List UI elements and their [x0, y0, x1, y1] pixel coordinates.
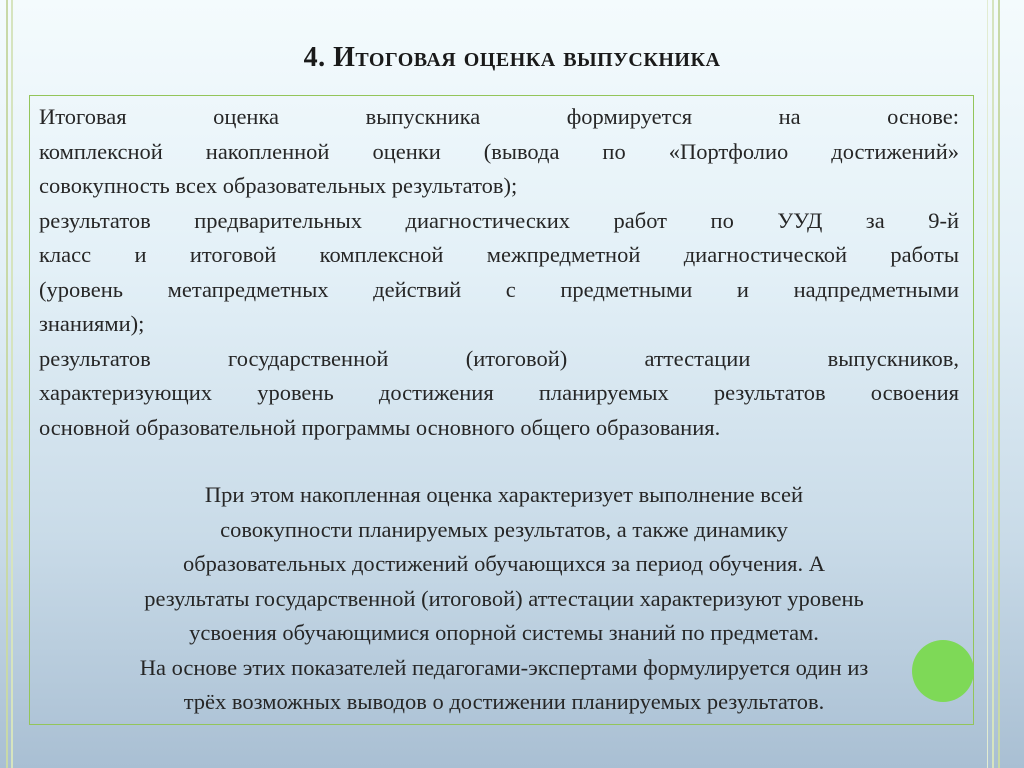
list-item-continued: основной образовательной программы основного общего образования. — [39, 414, 721, 440]
right-decor-stripe — [992, 0, 994, 768]
summary-line: образовательных достижений обучающихся за период обучения. А — [182, 551, 826, 576]
summary-line: На основе этих показателей педагогами-экспертами формулируется один из — [139, 654, 869, 680]
list-item-continued: класс и итоговой комплексной межпредметной диагностической работы — [39, 242, 959, 267]
summary-line: результаты государственной (итоговой) аттестации характеризуют уровень — [144, 585, 864, 611]
list-item: результатов государственной (итоговой) аттестации выпускников, — [39, 345, 959, 371]
left-decor-stripe — [6, 0, 8, 768]
summary-line: усвоения обучающимися опорной системы знаний по предметам. — [189, 620, 819, 645]
decorative-green-circle — [912, 640, 974, 702]
list-item: совокупность всех образовательных результатов); — [39, 173, 518, 198]
slide-title: 4. Итоговая оценка выпускника — [303, 42, 721, 73]
summary-paragraph — [39, 478, 969, 720]
summary-line: При этом накопленная оценка характеризует выполнение всей — [204, 482, 804, 507]
list-item-continued: (уровень метапредметных действий с предметными и надпредметными — [39, 276, 959, 302]
intro-paragraph — [39, 100, 959, 445]
summary-line: трёх возможных выводов о достижении планируемых результатов. — [183, 689, 825, 714]
list-item: комплексной накопленной оценки (вывода по «Портфолио достижений» — [39, 138, 959, 164]
left-decor-stripe — [11, 0, 13, 768]
list-item-continued: знаниями); — [39, 311, 145, 336]
right-decor-stripe — [987, 0, 988, 768]
summary-line: совокупности планируемых результатов, а также динамику — [220, 516, 788, 542]
list-item-continued: характеризующих уровень достижения планируемых результатов освоения — [39, 380, 959, 405]
list-item: результатов предварительных диагностических работ по УУД за 9-й — [39, 207, 959, 233]
right-decor-stripe — [998, 0, 1000, 768]
intro-line: Итоговая оценка выпускника формируется на основе: — [39, 104, 959, 129]
